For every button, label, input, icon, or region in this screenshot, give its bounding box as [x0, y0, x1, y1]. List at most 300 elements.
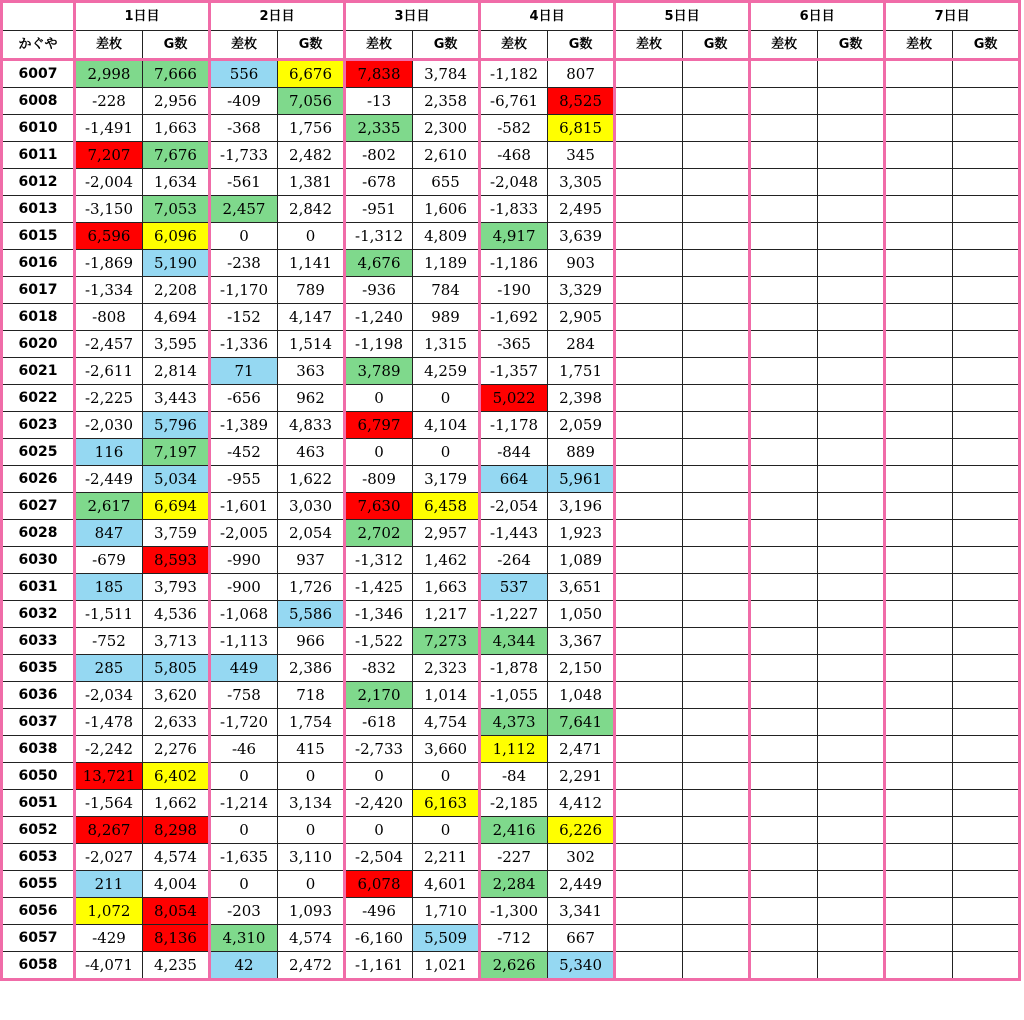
- games-cell: 1,634: [143, 169, 210, 196]
- diff-cell: [615, 952, 683, 980]
- table-row: [2, 385, 1020, 412]
- games-cell: [683, 763, 750, 790]
- diff-cell: 7,207: [75, 142, 143, 169]
- table-row: [2, 925, 1020, 952]
- diff-cell: -990: [210, 547, 278, 574]
- diff-cell: -190: [480, 277, 548, 304]
- diff-cell: [615, 763, 683, 790]
- table-row: [2, 331, 1020, 358]
- diff-cell: 42: [210, 952, 278, 980]
- diff-cell: [750, 169, 818, 196]
- table-row: [2, 898, 1020, 925]
- games-cell: 667: [548, 925, 615, 952]
- diff-cell: 185: [75, 574, 143, 601]
- games-cell: 3,639: [548, 223, 615, 250]
- games-cell: 1,315: [413, 331, 480, 358]
- day-header-5: 5日目: [615, 2, 750, 31]
- diff-cell: 0: [345, 817, 413, 844]
- games-cell: 0: [278, 223, 345, 250]
- diff-cell: [750, 142, 818, 169]
- games-cell: [818, 817, 885, 844]
- games-cell: 2,208: [143, 277, 210, 304]
- games-cell: 0: [413, 439, 480, 466]
- diff-cell: [885, 331, 953, 358]
- diff-cell: -955: [210, 466, 278, 493]
- games-cell: 1,462: [413, 547, 480, 574]
- games-cell: 363: [278, 358, 345, 385]
- diff-cell: -1,511: [75, 601, 143, 628]
- games-cell: [818, 223, 885, 250]
- games-cell: [953, 736, 1020, 763]
- diff-cell: [885, 682, 953, 709]
- diff-cell: [615, 925, 683, 952]
- diff-cell: 285: [75, 655, 143, 682]
- games-cell: [953, 115, 1020, 142]
- machine-number: 6037: [2, 709, 75, 736]
- diff-cell: -1,334: [75, 277, 143, 304]
- games-cell: [818, 277, 885, 304]
- games-cell: [683, 304, 750, 331]
- diff-cell: -228: [75, 88, 143, 115]
- diff-cell: -496: [345, 898, 413, 925]
- table-row: [2, 763, 1020, 790]
- diff-cell: [750, 88, 818, 115]
- diff-cell: [615, 196, 683, 223]
- diff-header: 差枚: [75, 31, 143, 60]
- diff-cell: 2,335: [345, 115, 413, 142]
- games-header: G数: [548, 31, 615, 60]
- games-cell: [953, 952, 1020, 980]
- games-cell: [953, 655, 1020, 682]
- games-cell: 415: [278, 736, 345, 763]
- machine-number: 6018: [2, 304, 75, 331]
- games-cell: 2,059: [548, 412, 615, 439]
- diff-cell: [885, 952, 953, 980]
- games-cell: [818, 628, 885, 655]
- games-header: G数: [413, 31, 480, 60]
- games-cell: 0: [413, 385, 480, 412]
- diff-cell: -1,113: [210, 628, 278, 655]
- diff-cell: [885, 223, 953, 250]
- diff-cell: -152: [210, 304, 278, 331]
- diff-cell: [615, 628, 683, 655]
- diff-cell: -2,242: [75, 736, 143, 763]
- diff-cell: -1,733: [210, 142, 278, 169]
- machine-number: 6013: [2, 196, 75, 223]
- diff-cell: 71: [210, 358, 278, 385]
- diff-cell: 449: [210, 655, 278, 682]
- diff-cell: [885, 412, 953, 439]
- diff-cell: -1,214: [210, 790, 278, 817]
- diff-cell: [750, 358, 818, 385]
- diff-cell: [750, 844, 818, 871]
- diff-cell: 2,416: [480, 817, 548, 844]
- games-cell: [683, 574, 750, 601]
- diff-cell: -679: [75, 547, 143, 574]
- games-cell: [683, 466, 750, 493]
- games-cell: [953, 304, 1020, 331]
- diff-cell: [885, 493, 953, 520]
- diff-cell: [615, 547, 683, 574]
- games-cell: 989: [413, 304, 480, 331]
- games-cell: [683, 952, 750, 980]
- diff-cell: -2,225: [75, 385, 143, 412]
- diff-cell: -84: [480, 763, 548, 790]
- table-row: [2, 115, 1020, 142]
- games-cell: 784: [413, 277, 480, 304]
- diff-cell: -1,491: [75, 115, 143, 142]
- games-cell: 2,814: [143, 358, 210, 385]
- games-cell: [953, 169, 1020, 196]
- table-row: [2, 142, 1020, 169]
- diff-cell: -2,611: [75, 358, 143, 385]
- diff-cell: [885, 871, 953, 898]
- diff-cell: [750, 60, 818, 88]
- diff-cell: -6,160: [345, 925, 413, 952]
- games-cell: [683, 60, 750, 88]
- games-cell: [818, 682, 885, 709]
- diff-cell: [750, 277, 818, 304]
- diff-cell: [750, 331, 818, 358]
- games-cell: 4,601: [413, 871, 480, 898]
- diff-cell: [615, 142, 683, 169]
- table-row: [2, 574, 1020, 601]
- games-cell: [683, 412, 750, 439]
- machine-number: 6028: [2, 520, 75, 547]
- diff-cell: [885, 60, 953, 88]
- machine-number: 6011: [2, 142, 75, 169]
- diff-header: 差枚: [885, 31, 953, 60]
- diff-cell: [885, 763, 953, 790]
- diff-cell: [750, 196, 818, 223]
- games-header: G数: [278, 31, 345, 60]
- games-cell: 1,726: [278, 574, 345, 601]
- games-cell: [953, 601, 1020, 628]
- games-cell: 1,021: [413, 952, 480, 980]
- games-cell: [683, 709, 750, 736]
- games-cell: 1,514: [278, 331, 345, 358]
- games-cell: [818, 547, 885, 574]
- diff-cell: -758: [210, 682, 278, 709]
- games-cell: [818, 358, 885, 385]
- diff-cell: -1,312: [345, 223, 413, 250]
- games-cell: [953, 493, 1020, 520]
- games-cell: [953, 439, 1020, 466]
- diff-cell: -809: [345, 466, 413, 493]
- diff-cell: -2,733: [345, 736, 413, 763]
- games-cell: 284: [548, 331, 615, 358]
- diff-cell: -582: [480, 115, 548, 142]
- diff-cell: -1,312: [345, 547, 413, 574]
- diff-cell: [750, 817, 818, 844]
- table-row: [2, 223, 1020, 250]
- machine-number: 6032: [2, 601, 75, 628]
- diff-cell: -618: [345, 709, 413, 736]
- diff-cell: -900: [210, 574, 278, 601]
- games-cell: 3,759: [143, 520, 210, 547]
- games-cell: 655: [413, 169, 480, 196]
- games-cell: [683, 439, 750, 466]
- diff-header: 差枚: [480, 31, 548, 60]
- games-cell: [953, 88, 1020, 115]
- games-cell: [818, 898, 885, 925]
- games-cell: 3,030: [278, 493, 345, 520]
- games-cell: 4,259: [413, 358, 480, 385]
- diff-cell: -6,761: [480, 88, 548, 115]
- diff-cell: [615, 817, 683, 844]
- table-row: [2, 250, 1020, 277]
- diff-cell: -2,185: [480, 790, 548, 817]
- table-row: [2, 601, 1020, 628]
- diff-cell: -2,004: [75, 169, 143, 196]
- table-row: [2, 439, 1020, 466]
- diff-cell: [615, 709, 683, 736]
- games-cell: [953, 763, 1020, 790]
- diff-cell: 4,373: [480, 709, 548, 736]
- diff-cell: [885, 142, 953, 169]
- diff-cell: [615, 520, 683, 547]
- diff-cell: -4,071: [75, 952, 143, 980]
- games-cell: 2,291: [548, 763, 615, 790]
- games-cell: 807: [548, 60, 615, 88]
- diff-cell: 6,596: [75, 223, 143, 250]
- games-cell: [683, 223, 750, 250]
- diff-cell: -1,635: [210, 844, 278, 871]
- diff-cell: [750, 655, 818, 682]
- diff-cell: -2,449: [75, 466, 143, 493]
- diff-cell: 4,310: [210, 925, 278, 952]
- games-cell: [818, 925, 885, 952]
- games-cell: 2,386: [278, 655, 345, 682]
- diff-cell: [615, 655, 683, 682]
- diff-cell: [615, 385, 683, 412]
- diff-header: 差枚: [750, 31, 818, 60]
- games-cell: 7,053: [143, 196, 210, 223]
- diff-cell: -1,833: [480, 196, 548, 223]
- games-cell: 2,633: [143, 709, 210, 736]
- games-cell: [818, 601, 885, 628]
- games-cell: [683, 898, 750, 925]
- games-cell: 4,694: [143, 304, 210, 331]
- machine-number: 6022: [2, 385, 75, 412]
- machine-number: 6031: [2, 574, 75, 601]
- machine-number: 6015: [2, 223, 75, 250]
- diff-cell: -365: [480, 331, 548, 358]
- diff-cell: 2,457: [210, 196, 278, 223]
- diff-cell: [885, 547, 953, 574]
- table-row: [2, 169, 1020, 196]
- diff-cell: [750, 385, 818, 412]
- diff-cell: 4,676: [345, 250, 413, 277]
- day-header-1: 1日目: [75, 2, 210, 31]
- diff-cell: 2,170: [345, 682, 413, 709]
- games-cell: 4,412: [548, 790, 615, 817]
- games-cell: 345: [548, 142, 615, 169]
- games-cell: 2,472: [278, 952, 345, 980]
- games-cell: [953, 628, 1020, 655]
- games-cell: [953, 223, 1020, 250]
- games-cell: 5,340: [548, 952, 615, 980]
- diff-cell: [615, 115, 683, 142]
- games-cell: 2,150: [548, 655, 615, 682]
- games-cell: 2,957: [413, 520, 480, 547]
- games-cell: 2,276: [143, 736, 210, 763]
- machine-number: 6033: [2, 628, 75, 655]
- games-cell: 0: [413, 763, 480, 790]
- games-cell: 7,056: [278, 88, 345, 115]
- machine-number: 6056: [2, 898, 75, 925]
- diff-cell: [885, 655, 953, 682]
- diff-cell: 847: [75, 520, 143, 547]
- diff-cell: [885, 250, 953, 277]
- games-cell: [683, 493, 750, 520]
- games-cell: [953, 196, 1020, 223]
- games-cell: [818, 736, 885, 763]
- machine-number: 6020: [2, 331, 75, 358]
- games-header: G数: [683, 31, 750, 60]
- games-cell: 0: [278, 763, 345, 790]
- games-cell: 718: [278, 682, 345, 709]
- games-header: G数: [953, 31, 1020, 60]
- machine-number: 6055: [2, 871, 75, 898]
- diff-cell: [885, 844, 953, 871]
- games-cell: [818, 520, 885, 547]
- diff-cell: 556: [210, 60, 278, 88]
- diff-cell: [615, 898, 683, 925]
- games-cell: 2,495: [548, 196, 615, 223]
- diff-cell: -951: [345, 196, 413, 223]
- games-cell: 4,574: [278, 925, 345, 952]
- machine-number: 6052: [2, 817, 75, 844]
- games-cell: [953, 844, 1020, 871]
- table-row: [2, 277, 1020, 304]
- day-header-3: 3日目: [345, 2, 480, 31]
- diff-cell: -1,522: [345, 628, 413, 655]
- diff-cell: 2,626: [480, 952, 548, 980]
- games-cell: 8,593: [143, 547, 210, 574]
- diff-cell: -1,478: [75, 709, 143, 736]
- machine-number: 6036: [2, 682, 75, 709]
- games-cell: [953, 682, 1020, 709]
- diff-cell: -452: [210, 439, 278, 466]
- games-cell: 1,050: [548, 601, 615, 628]
- diff-cell: 664: [480, 466, 548, 493]
- diff-cell: 211: [75, 871, 143, 898]
- games-cell: [953, 817, 1020, 844]
- games-cell: [953, 331, 1020, 358]
- diff-cell: -1,564: [75, 790, 143, 817]
- diff-cell: -46: [210, 736, 278, 763]
- games-cell: [683, 871, 750, 898]
- table-row: [2, 547, 1020, 574]
- games-cell: [953, 385, 1020, 412]
- games-cell: [683, 196, 750, 223]
- games-cell: 6,676: [278, 60, 345, 88]
- machine-column-header: かぐや: [2, 31, 75, 60]
- machine-number: 6026: [2, 466, 75, 493]
- diff-header: 差枚: [615, 31, 683, 60]
- games-cell: 1,751: [548, 358, 615, 385]
- diff-cell: -468: [480, 142, 548, 169]
- games-cell: 5,796: [143, 412, 210, 439]
- diff-cell: [885, 358, 953, 385]
- diff-cell: 4,917: [480, 223, 548, 250]
- machine-number: 6017: [2, 277, 75, 304]
- games-cell: 1,663: [143, 115, 210, 142]
- games-cell: 1,093: [278, 898, 345, 925]
- diff-cell: -409: [210, 88, 278, 115]
- games-cell: 1,663: [413, 574, 480, 601]
- games-cell: 1,381: [278, 169, 345, 196]
- diff-cell: [885, 898, 953, 925]
- games-cell: 8,054: [143, 898, 210, 925]
- day-header-2: 2日目: [210, 2, 345, 31]
- games-cell: [683, 385, 750, 412]
- diff-cell: -3,150: [75, 196, 143, 223]
- table-row: [2, 304, 1020, 331]
- games-cell: [818, 412, 885, 439]
- diff-cell: -712: [480, 925, 548, 952]
- games-cell: [818, 142, 885, 169]
- machine-number: 6021: [2, 358, 75, 385]
- games-cell: [818, 952, 885, 980]
- diff-cell: [885, 277, 953, 304]
- diff-cell: [750, 574, 818, 601]
- diff-cell: -13: [345, 88, 413, 115]
- games-cell: 3,341: [548, 898, 615, 925]
- diff-cell: [885, 709, 953, 736]
- games-cell: 2,054: [278, 520, 345, 547]
- diff-cell: -1,389: [210, 412, 278, 439]
- games-cell: [953, 925, 1020, 952]
- diff-cell: [615, 169, 683, 196]
- diff-cell: -561: [210, 169, 278, 196]
- games-cell: 2,323: [413, 655, 480, 682]
- games-cell: 937: [278, 547, 345, 574]
- machine-number: 6030: [2, 547, 75, 574]
- games-cell: 789: [278, 277, 345, 304]
- games-cell: 4,104: [413, 412, 480, 439]
- machine-number: 6023: [2, 412, 75, 439]
- diff-header: 差枚: [345, 31, 413, 60]
- diff-cell: -1,068: [210, 601, 278, 628]
- games-cell: [953, 790, 1020, 817]
- games-cell: 3,134: [278, 790, 345, 817]
- diff-cell: [885, 304, 953, 331]
- diff-cell: 6,797: [345, 412, 413, 439]
- diff-cell: [885, 385, 953, 412]
- table-row: [2, 817, 1020, 844]
- machine-number: 6016: [2, 250, 75, 277]
- games-cell: 4,536: [143, 601, 210, 628]
- games-cell: [818, 763, 885, 790]
- diff-cell: [750, 790, 818, 817]
- games-cell: 3,329: [548, 277, 615, 304]
- games-cell: [818, 115, 885, 142]
- games-cell: 6,815: [548, 115, 615, 142]
- diff-cell: -1,055: [480, 682, 548, 709]
- games-cell: 4,754: [413, 709, 480, 736]
- games-cell: [818, 88, 885, 115]
- games-cell: 8,525: [548, 88, 615, 115]
- games-cell: 6,226: [548, 817, 615, 844]
- games-cell: 4,147: [278, 304, 345, 331]
- diff-cell: -1,425: [345, 574, 413, 601]
- diff-cell: [750, 115, 818, 142]
- diff-header: 差枚: [210, 31, 278, 60]
- diff-cell: 7,630: [345, 493, 413, 520]
- games-cell: 1,754: [278, 709, 345, 736]
